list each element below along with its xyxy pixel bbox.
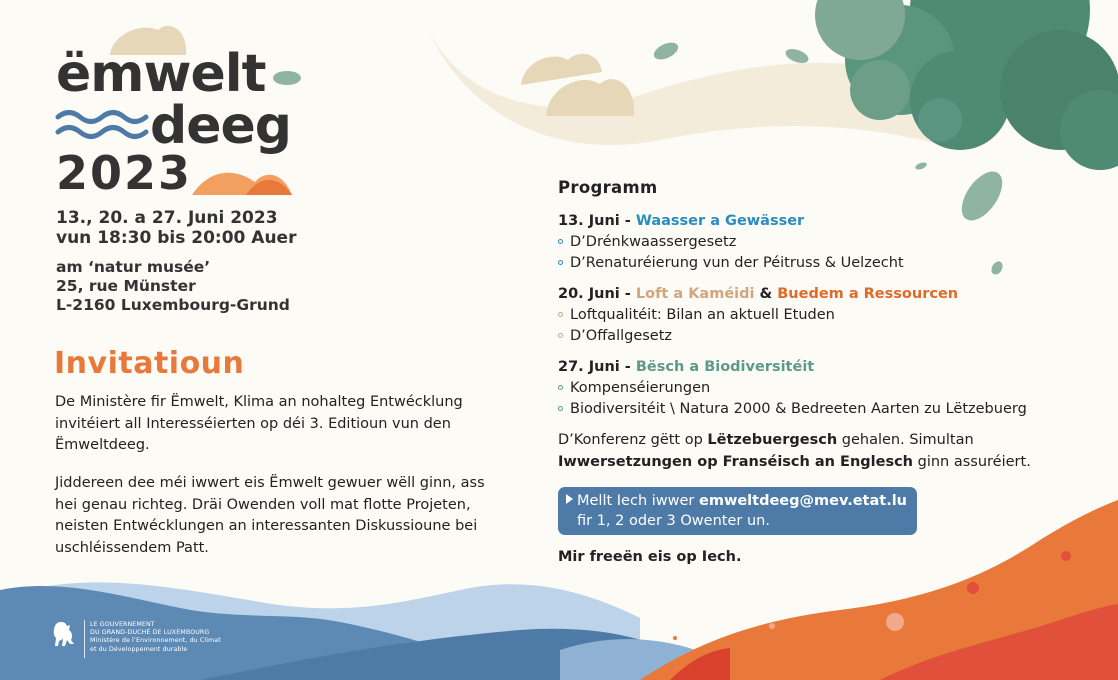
language-text: D’Konferenz gëtt op (558, 432, 708, 448)
leaf (784, 46, 811, 65)
leaf (914, 161, 927, 171)
government-logo (48, 618, 238, 660)
event-time-line: vun 18:30 bis 20:00 Auer (56, 228, 297, 248)
government-line: et du Développement durable (90, 645, 188, 653)
session-date: 13. Juni (558, 213, 620, 229)
language-text: gehalen. Simultan (837, 432, 974, 448)
logo-waves (58, 113, 146, 137)
email-link[interactable]: emweltdeeg@mev.etat.lu (699, 493, 908, 509)
language-bold: Lëtzebuergesch (707, 432, 838, 448)
bullet-icon (558, 385, 563, 390)
venue-city: L-2160 Luxembourg-Grund (56, 296, 290, 314)
session-topic-b: Buedem a Ressourcen (777, 286, 959, 302)
language-text: ginn assuréiert. (913, 453, 1031, 470)
list-item (558, 253, 1098, 274)
list-item-text: Biodiversitéit \ Natura 2000 & Bedreeten Aarten zu Lëtzebuerg (570, 400, 1027, 417)
event-dates (56, 208, 296, 248)
list-item-text: Kompenséierungen (570, 380, 711, 396)
list-item-text: D’Drénkwaassergesetz (570, 234, 737, 250)
list-item (558, 378, 1098, 399)
government-line: DU GRAND-DUCHÉ DE LUXEMBOURG (90, 629, 210, 637)
invitation-paragraph-2: Jiddereen dee méi iwwert eis Ëmwelt gewuer wëll ginn, ass hei genau richteg. Dräi Owenden voll mat flotte Projeten, neisten Entwécklungen an interessanten Diskussioune bei uschléissendem Patt. (55, 475, 485, 556)
tree-canopy (815, 0, 1118, 170)
invitation-title: Invitatioun (54, 346, 245, 381)
list-item-text: D’Offallgesetz (570, 327, 673, 344)
cta-text: Mellt Iech iwwer (577, 493, 699, 509)
session-heading (558, 284, 1098, 305)
bullet-icon (558, 406, 563, 411)
government-line: LE GOUVERNEMENT (90, 621, 155, 628)
event-date-line: 13., 20. a 27. Juni 2023 (56, 208, 278, 228)
list-item (558, 399, 1098, 420)
session-topic-a: Loft a Kaméidi (635, 286, 755, 302)
closing-line: Mir freeën eis op Iech. (558, 549, 742, 565)
program-title: Programm (558, 178, 658, 197)
bullet-icon (558, 239, 563, 244)
logo-word-emwelt: ëmwelt (56, 44, 266, 104)
list-item-text: D’Renaturéierung vun der Péitruss & Uelzecht (570, 254, 904, 271)
logo-divider (84, 620, 85, 658)
session-1 (558, 211, 1098, 273)
leaf (651, 39, 680, 63)
list-item (558, 305, 1098, 326)
session-heading (558, 357, 1098, 378)
play-arrow-icon (566, 494, 573, 504)
bullet-icon (558, 333, 563, 338)
session-topic: Bësch a Biodiversitéit (635, 359, 815, 375)
event-venue (56, 258, 290, 315)
venue-street: 25, rue Münster (56, 277, 196, 295)
session-ampersand: & (754, 286, 778, 302)
list-item (558, 326, 1098, 347)
session-3 (558, 357, 1098, 419)
language-note (558, 430, 1098, 473)
session-separator: - (619, 359, 636, 375)
program-section (558, 178, 1098, 565)
bullet-icon (558, 312, 563, 317)
list-item (558, 232, 1098, 253)
session-separator: - (619, 213, 636, 229)
invitation-paragraph-1: De Ministère fir Ëmwelt, Klima an nohalteg Entwécklung invitéiert all Interesséierten op déi 3. Editioun vun den Ëmweltdeeg. (55, 394, 463, 453)
government-text (90, 621, 221, 654)
cta-text: fir 1, 2 oder 3 Owenter un. (577, 513, 770, 529)
session-topic: Waasser a Gewässer (635, 213, 805, 229)
government-line: Ministère de l’Environnement, du Climat (90, 637, 221, 645)
session-heading (558, 211, 1098, 232)
leaf (273, 71, 301, 85)
language-bold: Iwwersetzungen op Franséisch an Englesch (558, 453, 914, 470)
venue-name: am ‘natur musée’ (56, 258, 211, 276)
list-item-text: Loftqualitéit: Bilan an aktuell Etuden (570, 307, 835, 323)
logo-word-deeg: deeg (150, 96, 291, 156)
session-2 (558, 284, 1098, 346)
session-separator: - (619, 286, 636, 302)
bullet-icon (558, 260, 563, 265)
session-date: 27. Juni (558, 359, 620, 375)
registration-callout (558, 487, 917, 535)
session-date: 20. Juni (558, 286, 620, 302)
logo-year: 2023 (56, 146, 193, 200)
